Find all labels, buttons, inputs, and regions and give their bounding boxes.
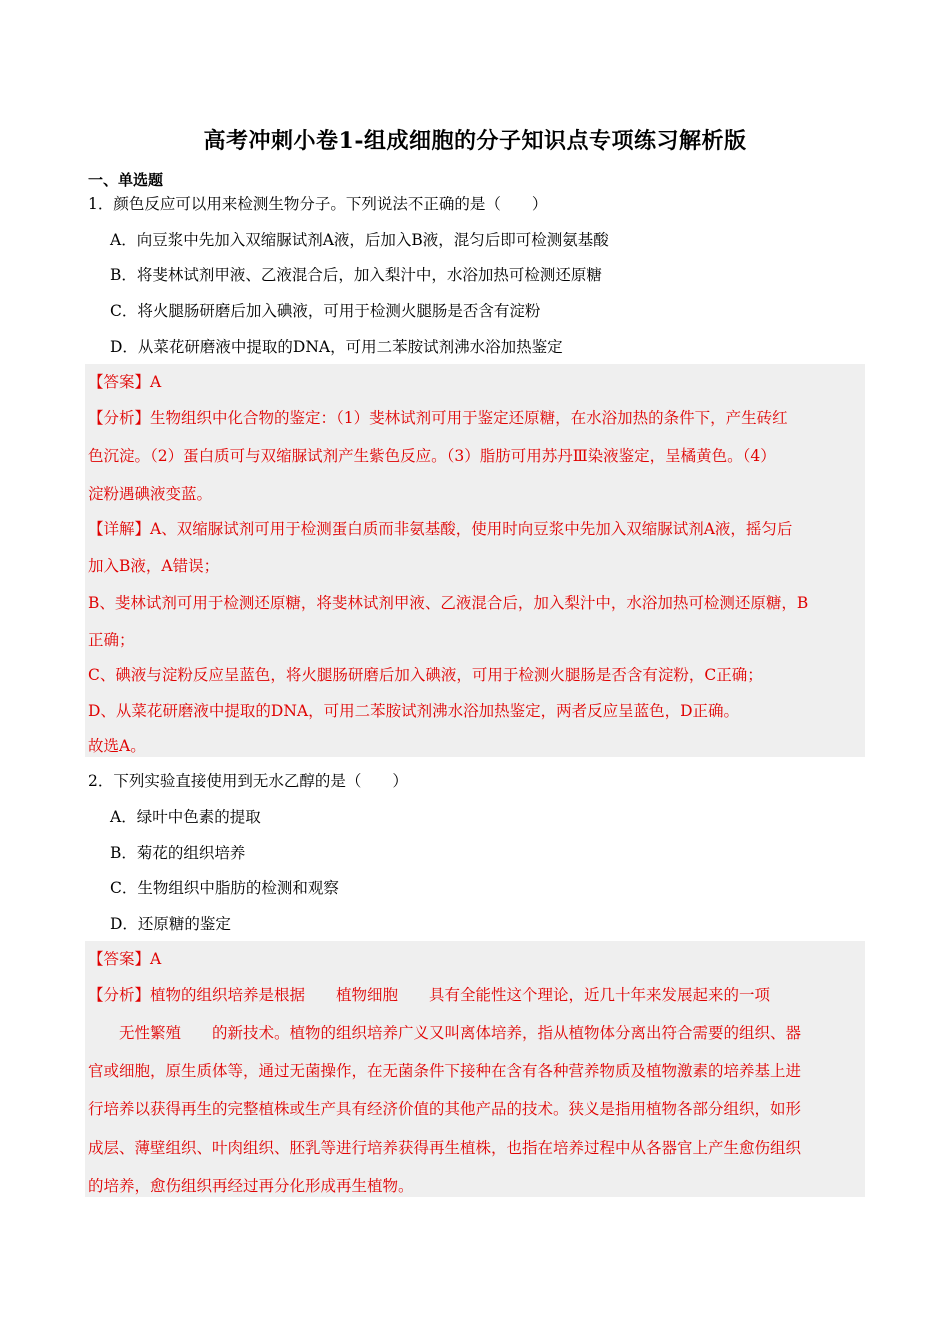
question-1-stem: 1．颜色反应可以用来检测生物分子。下列说法不正确的是（ ） — [88, 195, 548, 213]
page-title: 高考冲刺小卷1-组成细胞的分子知识点专项练习解析版 — [203, 128, 747, 154]
question-1-analysis-line: 【分析】生物组织中化合物的鉴定：（1）斐林试剂可用于鉴定还原糖，在水浴加热的条件下，产生砖红 — [88, 409, 788, 427]
question-1-detail-line: 正确； — [88, 631, 135, 649]
question-1-option-d: D．从菜花研磨液中提取的DNA，可用二苯胺试剂沸水浴加热鉴定 — [110, 338, 563, 356]
question-2-option-c: C．生物组织中脂肪的检测和观察 — [110, 879, 339, 897]
question-1-detail-line: 【详解】A、双缩脲试剂可用于检测蛋白质而非氨基酸，使用时向豆浆中先加入双缩脲试剂A液，摇匀后 — [88, 520, 793, 538]
question-2-analysis-line: 行培养以获得再生的完整植株或生产具有经济价值的其他产品的技术。狭义是指用植物各部分组织，如形 — [88, 1100, 802, 1118]
question-1-detail-line: C、碘液与淀粉反应呈蓝色，将火腿肠研磨后加入碘液，可用于检测火腿肠是否含有淀粉，C正确； — [88, 666, 763, 684]
question-2-analysis-line: 无性繁殖 的新技术。植物的组织培养广义又叫离体培养，指从植物体分离出符合需要的组织、器 — [88, 1024, 802, 1042]
question-2-answer: 【答案】A — [88, 950, 162, 968]
question-1-detail-line: 加入B液，A错误； — [88, 557, 220, 575]
question-2-option-d: D．还原糖的鉴定 — [110, 915, 231, 933]
question-1-detail-line: D、从菜花研磨液中提取的DNA，可用二苯胺试剂沸水浴加热鉴定，两者反应呈蓝色，D正确。 — [88, 702, 740, 720]
question-2-option-a: A．绿叶中色素的提取 — [110, 808, 261, 826]
question-1-option-a: A．向豆浆中先加入双缩脲试剂A液，后加入B液，混匀后即可检测氨基酸 — [110, 231, 609, 249]
question-1-analysis-line: 淀粉遇碘液变蓝。 — [88, 485, 213, 503]
question-2-stem: 2．下列实验直接使用到无水乙醇的是（ ） — [88, 772, 408, 790]
question-2-analysis-line: 【分析】植物的组织培养是根据 植物细胞 具有全能性这个理论，近几十年来发展起来的一项 — [88, 986, 771, 1004]
question-2-option-b: B．菊花的组织培养 — [110, 844, 246, 862]
question-2-analysis-line: 的培养，愈伤组织再经过再分化形成再生植物。 — [88, 1177, 414, 1195]
question-1-detail-line: 故选A。 — [88, 737, 146, 755]
question-1-detail-line: B、斐林试剂可用于检测还原糖，将斐林试剂甲液、乙液混合后，加入梨汁中，水浴加热可检测还原糖，B — [88, 594, 809, 612]
question-2-analysis-line: 官或细胞，原生质体等，通过无菌操作，在无菌条件下接种在含有各种营养物质及植物激素的培养基上进 — [88, 1062, 802, 1080]
question-1-option-b: B．将斐林试剂甲液、乙液混合后，加入梨汁中，水浴加热可检测还原糖 — [110, 266, 602, 284]
question-1-analysis-line: 色沉淀。（2）蛋白质可与双缩脲试剂产生紫色反应。（3）脂肪可用苏丹Ⅲ染液鉴定，呈橘黄色。（4） — [88, 447, 776, 465]
section-heading: 一、单选题 — [88, 171, 164, 189]
question-2-analysis-line: 成层、薄壁组织、叶肉组织、胚乳等进行培养获得再生植株，也指在培养过程中从各器官上产生愈伤组织 — [88, 1139, 802, 1157]
question-1-option-c: C．将火腿肠研磨后加入碘液，可用于检测火腿肠是否含有淀粉 — [110, 302, 541, 320]
question-1-answer: 【答案】A — [88, 373, 162, 391]
